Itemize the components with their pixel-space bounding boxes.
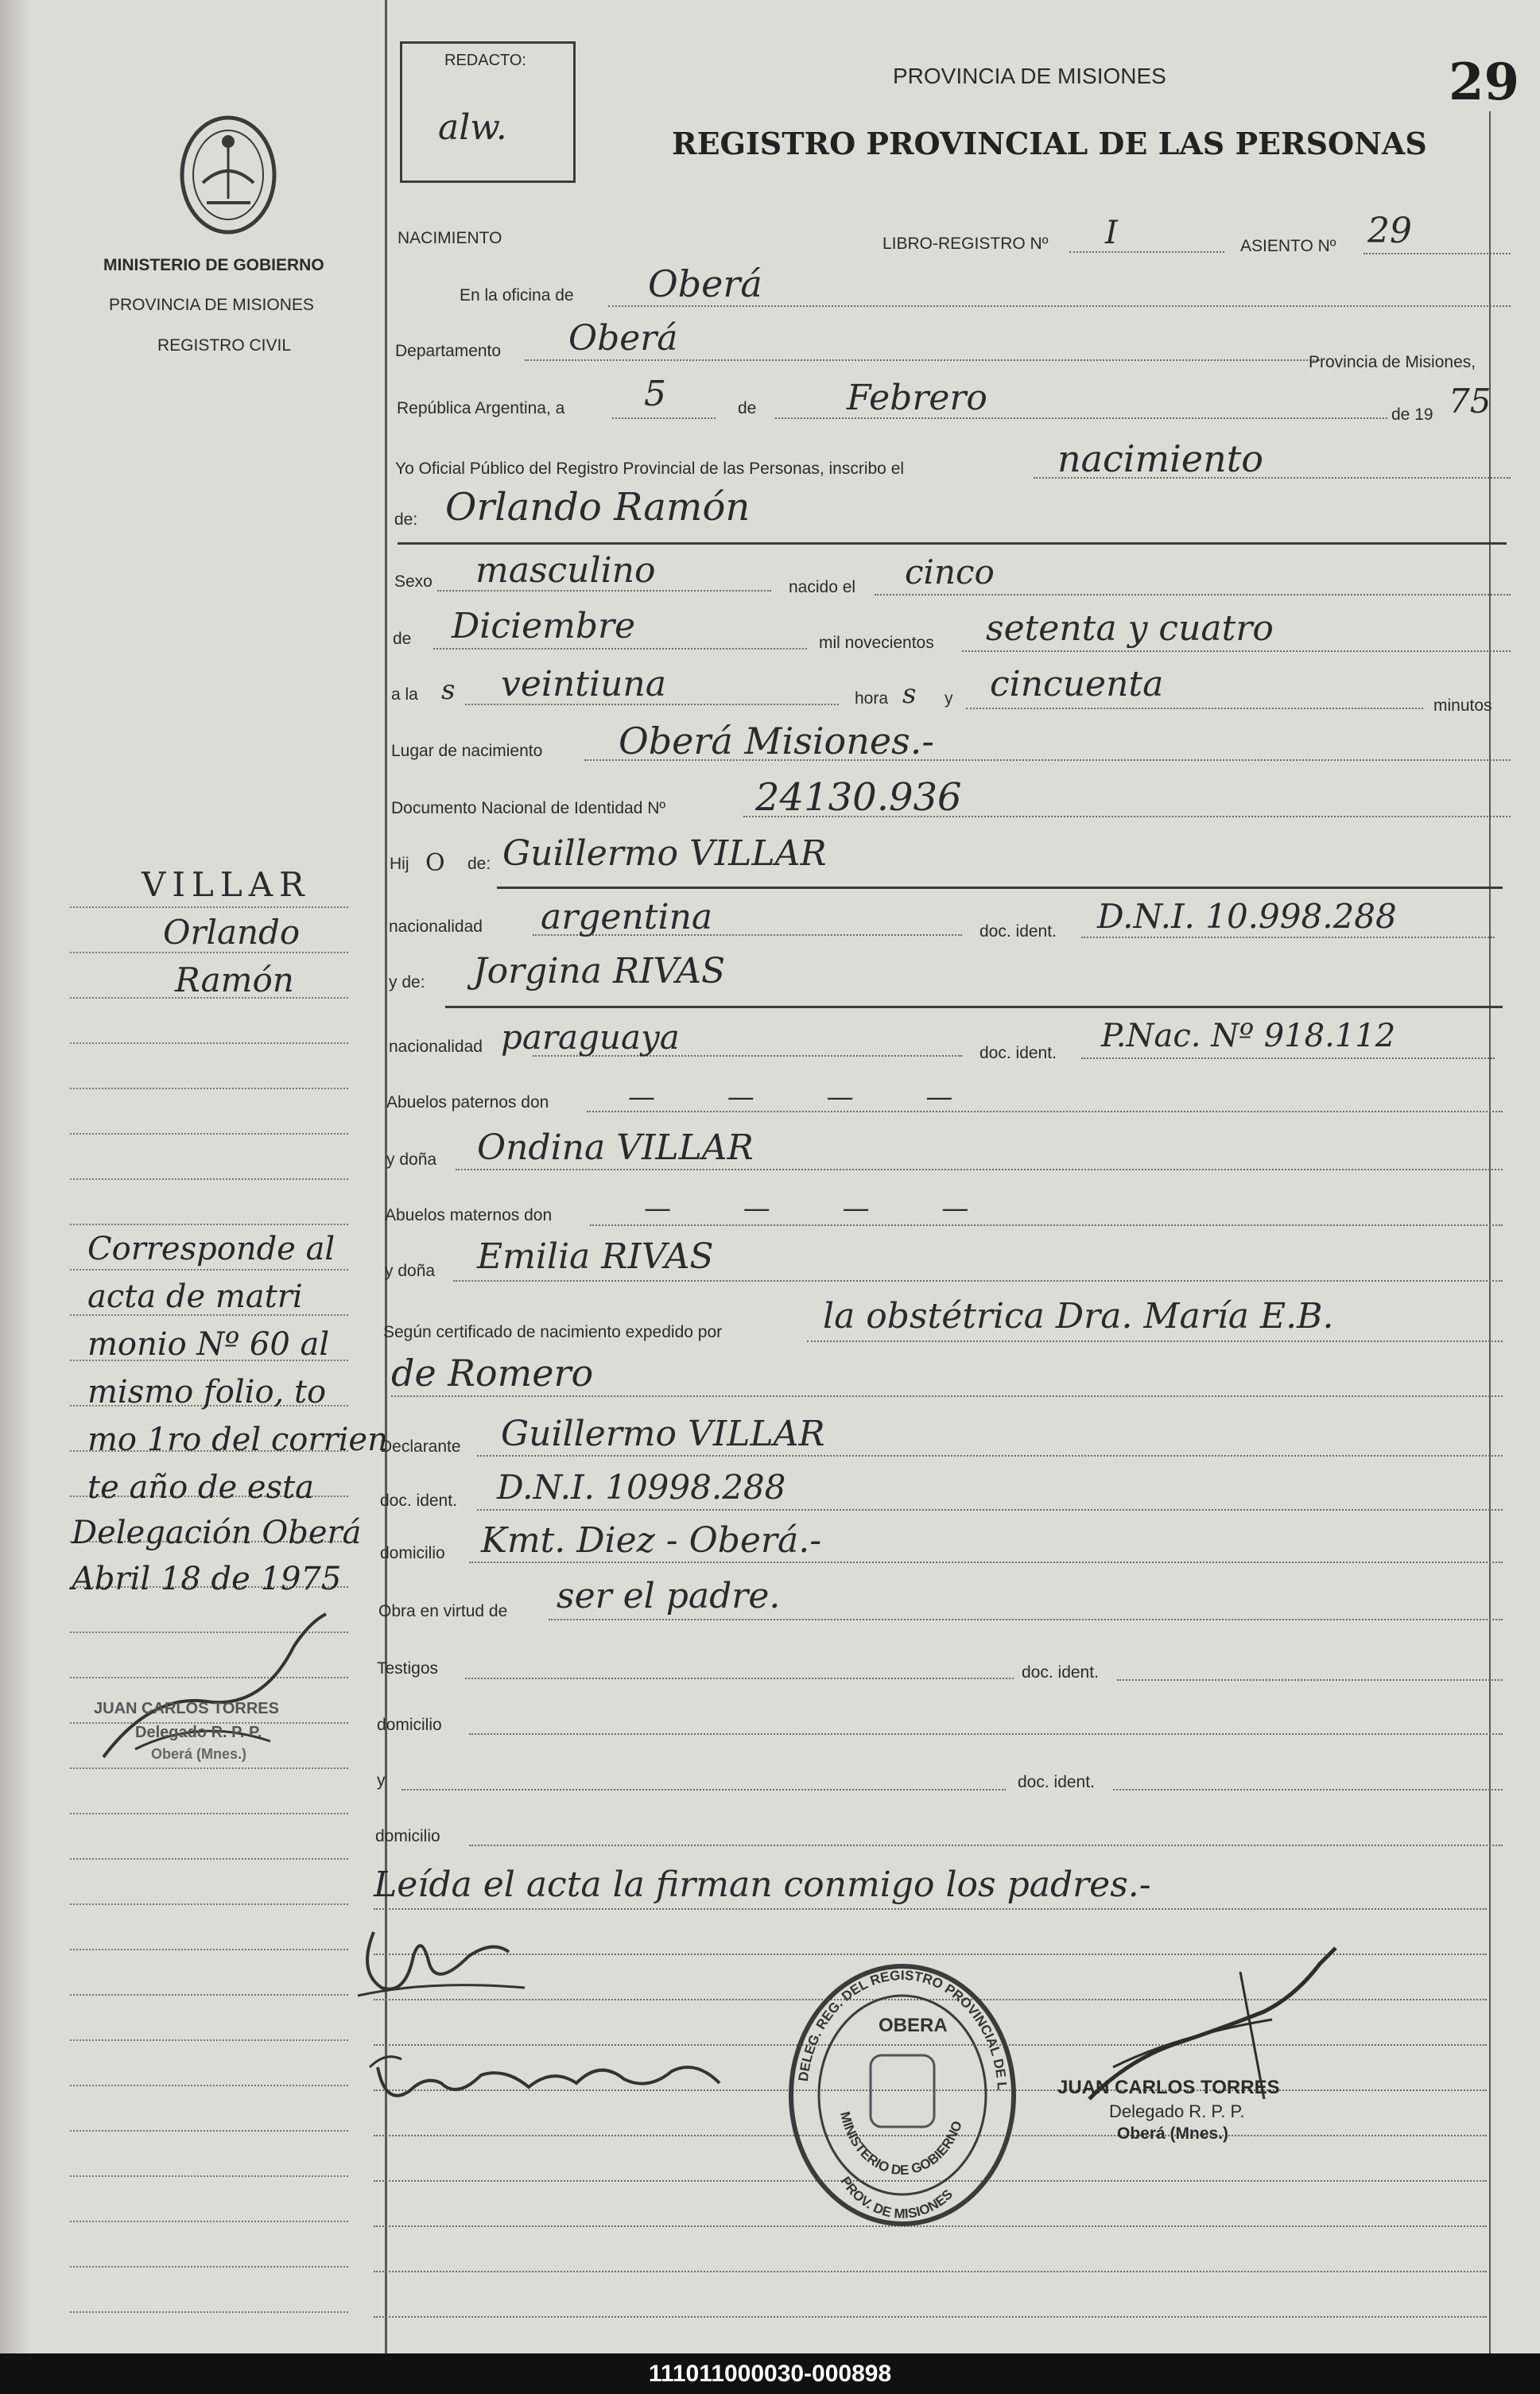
- abuelos-mat-label: Abuelos maternos don: [385, 1206, 553, 1224]
- republica-label: República Argentina, a: [397, 399, 565, 417]
- decl-doc-field-line: [477, 1509, 1503, 1511]
- ala-suffix: s: [441, 674, 456, 706]
- testigo2-doc-field-line: [1113, 1789, 1503, 1791]
- margin-first-name: Orlando: [163, 913, 301, 952]
- nacido-field-line: [875, 594, 1511, 596]
- margin-stamp-role: Delegado R. P. P.: [135, 1724, 262, 1741]
- sexo-value: masculino: [475, 550, 656, 591]
- dni-label: Documento Nacional de Identidad Nº: [391, 799, 666, 817]
- testigo1-domicilio-field-line: [469, 1733, 1503, 1735]
- margin-second-name: Ramón: [175, 960, 294, 999]
- margin-stamp-place: Oberá (Mnes.): [151, 1746, 247, 1762]
- lugar-label: Lugar de nacimiento: [391, 742, 543, 760]
- doc-padre-field-line: [1081, 937, 1495, 938]
- libro-field-line: [1069, 251, 1224, 253]
- departamento-value: Oberá: [568, 318, 678, 359]
- ruled-line: [70, 1813, 348, 1814]
- anio-label: de 19: [1391, 405, 1433, 424]
- redacto-value: alw.: [438, 107, 507, 148]
- doc-padre-label: doc. ident.: [979, 922, 1057, 941]
- dia-field-line: [612, 417, 716, 419]
- ruled-line: [374, 2271, 1487, 2272]
- ruled-line: [70, 2266, 348, 2268]
- round-seal-stamp: [783, 1960, 1022, 2230]
- nac-madre-label: nacionalidad: [389, 1038, 483, 1056]
- asiento-value: 29: [1367, 211, 1412, 251]
- abuelo-pat-value: — — — —: [628, 1081, 985, 1113]
- oficial-value: nacimiento: [1057, 437, 1263, 480]
- madre-value: Jorgina RIVAS: [473, 951, 726, 991]
- abuela-mat-value: Emilia RIVAS: [477, 1236, 714, 1277]
- oficina-label: En la oficina de: [460, 286, 574, 305]
- margin-note-line: monio Nº 60 al: [87, 1326, 330, 1363]
- testigo1-domicilio-label: domicilio: [377, 1716, 442, 1734]
- archive-code-footer: 111011000030-000898: [0, 2353, 1540, 2394]
- official-stamp-role: Delegado R. P. P.: [1109, 2101, 1245, 2121]
- doc-madre-field-line: [1081, 1057, 1495, 1059]
- madre-underline: [445, 1006, 1503, 1008]
- mother-signature: [362, 2020, 759, 2123]
- ruled-line: [70, 2311, 348, 2313]
- hijo-de-label: de:: [467, 855, 491, 873]
- asiento-field-line: [1364, 253, 1511, 254]
- doc-padre-value: D.N.I. 10.998.288: [1097, 897, 1397, 936]
- de2-label: de:: [394, 510, 418, 529]
- de-label: de: [738, 399, 757, 417]
- ruled-line: [70, 906, 348, 908]
- libro-label: LIBRO-REGISTRO Nº: [882, 235, 1049, 253]
- declarante-label: Declarante: [380, 1438, 461, 1456]
- ruled-line: [70, 1903, 348, 1905]
- ala-label: a la: [391, 685, 418, 704]
- anio-nac-value: setenta y cuatro: [986, 608, 1274, 649]
- domicilio-value: Kmt. Diez - Oberá.-: [481, 1520, 822, 1561]
- obra-label: Obra en virtud de: [378, 1602, 508, 1620]
- oficial-label: Yo Oficial Público del Registro Provincial de las Personas, inscribo el: [395, 460, 905, 478]
- abuela-pat-field-line: [456, 1169, 1503, 1170]
- seal-city-text: OBERA: [879, 2015, 948, 2036]
- svg-text:MINISTERIO DE GOBIERNO: [837, 2110, 965, 2178]
- testigo1-field-line: [465, 1678, 1014, 1679]
- nacido-value: cinco: [905, 553, 995, 592]
- domicilio-label: domicilio: [380, 1544, 445, 1562]
- minutos-field-line: [966, 708, 1423, 709]
- ruled-line: [70, 1224, 348, 1225]
- testigo2-doc-label: doc. ident.: [1018, 1773, 1095, 1791]
- abuelo-mat-field-line: [590, 1224, 1503, 1226]
- ministry-label: MINISTERIO DE GOBIERNO: [103, 256, 324, 274]
- left-province-label: PROVINCIA DE MISIONES: [109, 296, 314, 314]
- margin-surname: VILLAR: [142, 865, 311, 904]
- official-stamp-name: JUAN CARLOS TORRES: [1057, 2077, 1280, 2098]
- right-margin-line: [1489, 111, 1491, 2353]
- anio-value: 75: [1449, 382, 1492, 421]
- certificado-continuation-line: [391, 1395, 1503, 1397]
- testigo1-doc-field-line: [1117, 1679, 1503, 1681]
- minutos-label: minutos: [1433, 696, 1492, 715]
- coat-of-arms-icon: [171, 111, 286, 239]
- obra-field-line: [549, 1619, 1503, 1620]
- ruled-line: [70, 1042, 348, 1044]
- decl-doc-label: doc. ident.: [380, 1492, 457, 1510]
- ruled-line: [70, 1949, 348, 1950]
- libro-value: I: [1105, 215, 1118, 251]
- margin-note-line: Abril 18 de 1975: [72, 1561, 342, 1597]
- civil-registry-label: REGISTRO CIVIL: [157, 336, 292, 355]
- closing-statement: Leída el acta la firman conmigo los padres.-: [374, 1864, 1151, 1905]
- certificado-label: Según certificado de nacimiento expedido por: [383, 1323, 723, 1341]
- testigo2-field-line: [401, 1789, 1006, 1791]
- anio-nac-field-line: [962, 650, 1511, 652]
- ruled-line: [70, 1178, 348, 1180]
- ruled-line: [70, 2039, 348, 2041]
- margin-note-line: acta de matri: [87, 1278, 303, 1315]
- seal-outer-text: DELEG. REG. DEL REGISTRO PROVINCIAL DE L: [795, 1967, 1010, 2091]
- ruled-line: [70, 2221, 348, 2222]
- testigos-label: Testigos: [377, 1659, 439, 1678]
- abuelos-pat-label: Abuelos paternos don: [386, 1093, 549, 1112]
- mes-value: Febrero: [847, 378, 987, 418]
- nombre-value: Orlando Ramón: [445, 485, 751, 530]
- abuelo-mat-value: — — — —: [644, 1193, 1001, 1224]
- provincia-label: Provincia de Misiones,: [1309, 353, 1476, 371]
- ruled-line: [70, 1858, 348, 1860]
- ruled-line: [70, 2175, 348, 2177]
- horas-suffix: s: [902, 678, 917, 710]
- nacido-label: nacido el: [789, 578, 856, 596]
- testigo2-domicilio-field-line: [469, 1845, 1503, 1846]
- mes-nac-field-line: [433, 648, 807, 650]
- ruled-line: [70, 2130, 348, 2132]
- margin-note-line: te año de esta: [87, 1469, 314, 1506]
- binding-spine: [0, 0, 32, 2353]
- padre-underline: [497, 887, 1503, 889]
- oficina-value: Oberá: [648, 262, 762, 305]
- ruled-line: [70, 1088, 348, 1089]
- margin-note-line: Corresponde al: [87, 1231, 336, 1267]
- de3-label: de: [393, 630, 412, 648]
- dia-value: 5: [644, 374, 666, 414]
- ruled-line: [70, 952, 348, 953]
- margin-note-line: mo 1ro del corrien: [87, 1422, 388, 1458]
- nac-padre-label: nacionalidad: [389, 918, 483, 936]
- domicilio-field-line: [469, 1562, 1503, 1563]
- departamento-label: Departamento: [395, 342, 502, 360]
- sexo-label: Sexo: [394, 572, 433, 591]
- name-underline: [398, 542, 1507, 545]
- hijo-suffix: O: [425, 849, 445, 877]
- doc-madre-label: doc. ident.: [979, 1044, 1057, 1062]
- declarante-field-line: [477, 1455, 1503, 1457]
- dni-value: 24130.936: [755, 775, 962, 820]
- certificado-value-continued: de Romero: [391, 1352, 594, 1395]
- padre-value: Guillermo VILLAR: [502, 833, 827, 874]
- asiento-label: ASIENTO Nº: [1240, 237, 1336, 255]
- nacimiento-label: NACIMIENTO: [398, 229, 502, 247]
- seal-inner-text: MINISTERIO DE GOBIERNO: [836, 2109, 965, 2179]
- nac-padre-value: argentina: [541, 897, 713, 937]
- oficina-field-line: [608, 305, 1511, 307]
- ruled-line: [70, 1133, 348, 1135]
- lugar-value: Oberá Misiones.-: [619, 720, 934, 762]
- registry-title: REGISTRO PROVINCIAL DE LAS PERSONAS: [672, 126, 1427, 161]
- testigo2-y-label: y: [377, 1771, 386, 1790]
- certificado-value: la obstétrica Dra. María E.B.: [823, 1296, 1334, 1337]
- testigo2-domicilio-label: domicilio: [375, 1827, 440, 1845]
- redacto-box: [400, 41, 576, 183]
- certificado-field-line: [807, 1341, 1503, 1342]
- seal-bottom-text: PROV. DE MISIONES: [837, 2174, 956, 2222]
- ruled-line: [374, 2316, 1487, 2318]
- ruled-line: [70, 2085, 348, 2086]
- yde-label: y de:: [389, 973, 425, 991]
- father-signature: [350, 1908, 541, 2012]
- redacto-label: REDACTO:: [444, 52, 526, 69]
- decl-doc-value: D.N.I. 10998.288: [497, 1468, 786, 1507]
- margin-note-line: Delegación Oberá: [72, 1515, 362, 1551]
- province-header: PROVINCIA DE MISIONES: [893, 64, 1166, 88]
- y-label: y: [945, 689, 953, 708]
- ruled-line: [70, 1994, 348, 1996]
- obra-value: ser el padre.: [557, 1576, 781, 1616]
- horas-label: hora: [855, 689, 889, 708]
- folio-number: 29: [1449, 52, 1520, 112]
- ydona-pat-label: y doña: [386, 1150, 437, 1169]
- minutos-value: cincuenta: [990, 664, 1164, 704]
- ruled-line: [374, 1908, 1487, 1910]
- doc-madre-value: P.Nac. Nº 918.112: [1101, 1018, 1396, 1054]
- departamento-field-line: [525, 359, 1320, 361]
- ydona-mat-label: y doña: [385, 1262, 436, 1280]
- official-stamp-place: Oberá (Mnes.): [1117, 2124, 1229, 2143]
- abuela-pat-value: Ondina VILLAR: [477, 1127, 754, 1168]
- declarante-value: Guillermo VILLAR: [501, 1414, 825, 1454]
- hijo-label: Hij: [390, 855, 409, 873]
- nac-madre-value: paraguaya: [501, 1018, 680, 1057]
- margin-stamp-name: JUAN CARLOS TORRES: [94, 1700, 279, 1717]
- margin-note-line: mismo folio, to: [87, 1374, 327, 1410]
- mil-label: mil novecientos: [819, 634, 934, 652]
- hora-value: veintiuna: [501, 664, 666, 704]
- mes-nac-value: Diciembre: [452, 606, 636, 646]
- abuela-mat-field-line: [453, 1280, 1503, 1282]
- testigo1-doc-label: doc. ident.: [1022, 1663, 1099, 1682]
- ruled-line: [70, 1269, 348, 1271]
